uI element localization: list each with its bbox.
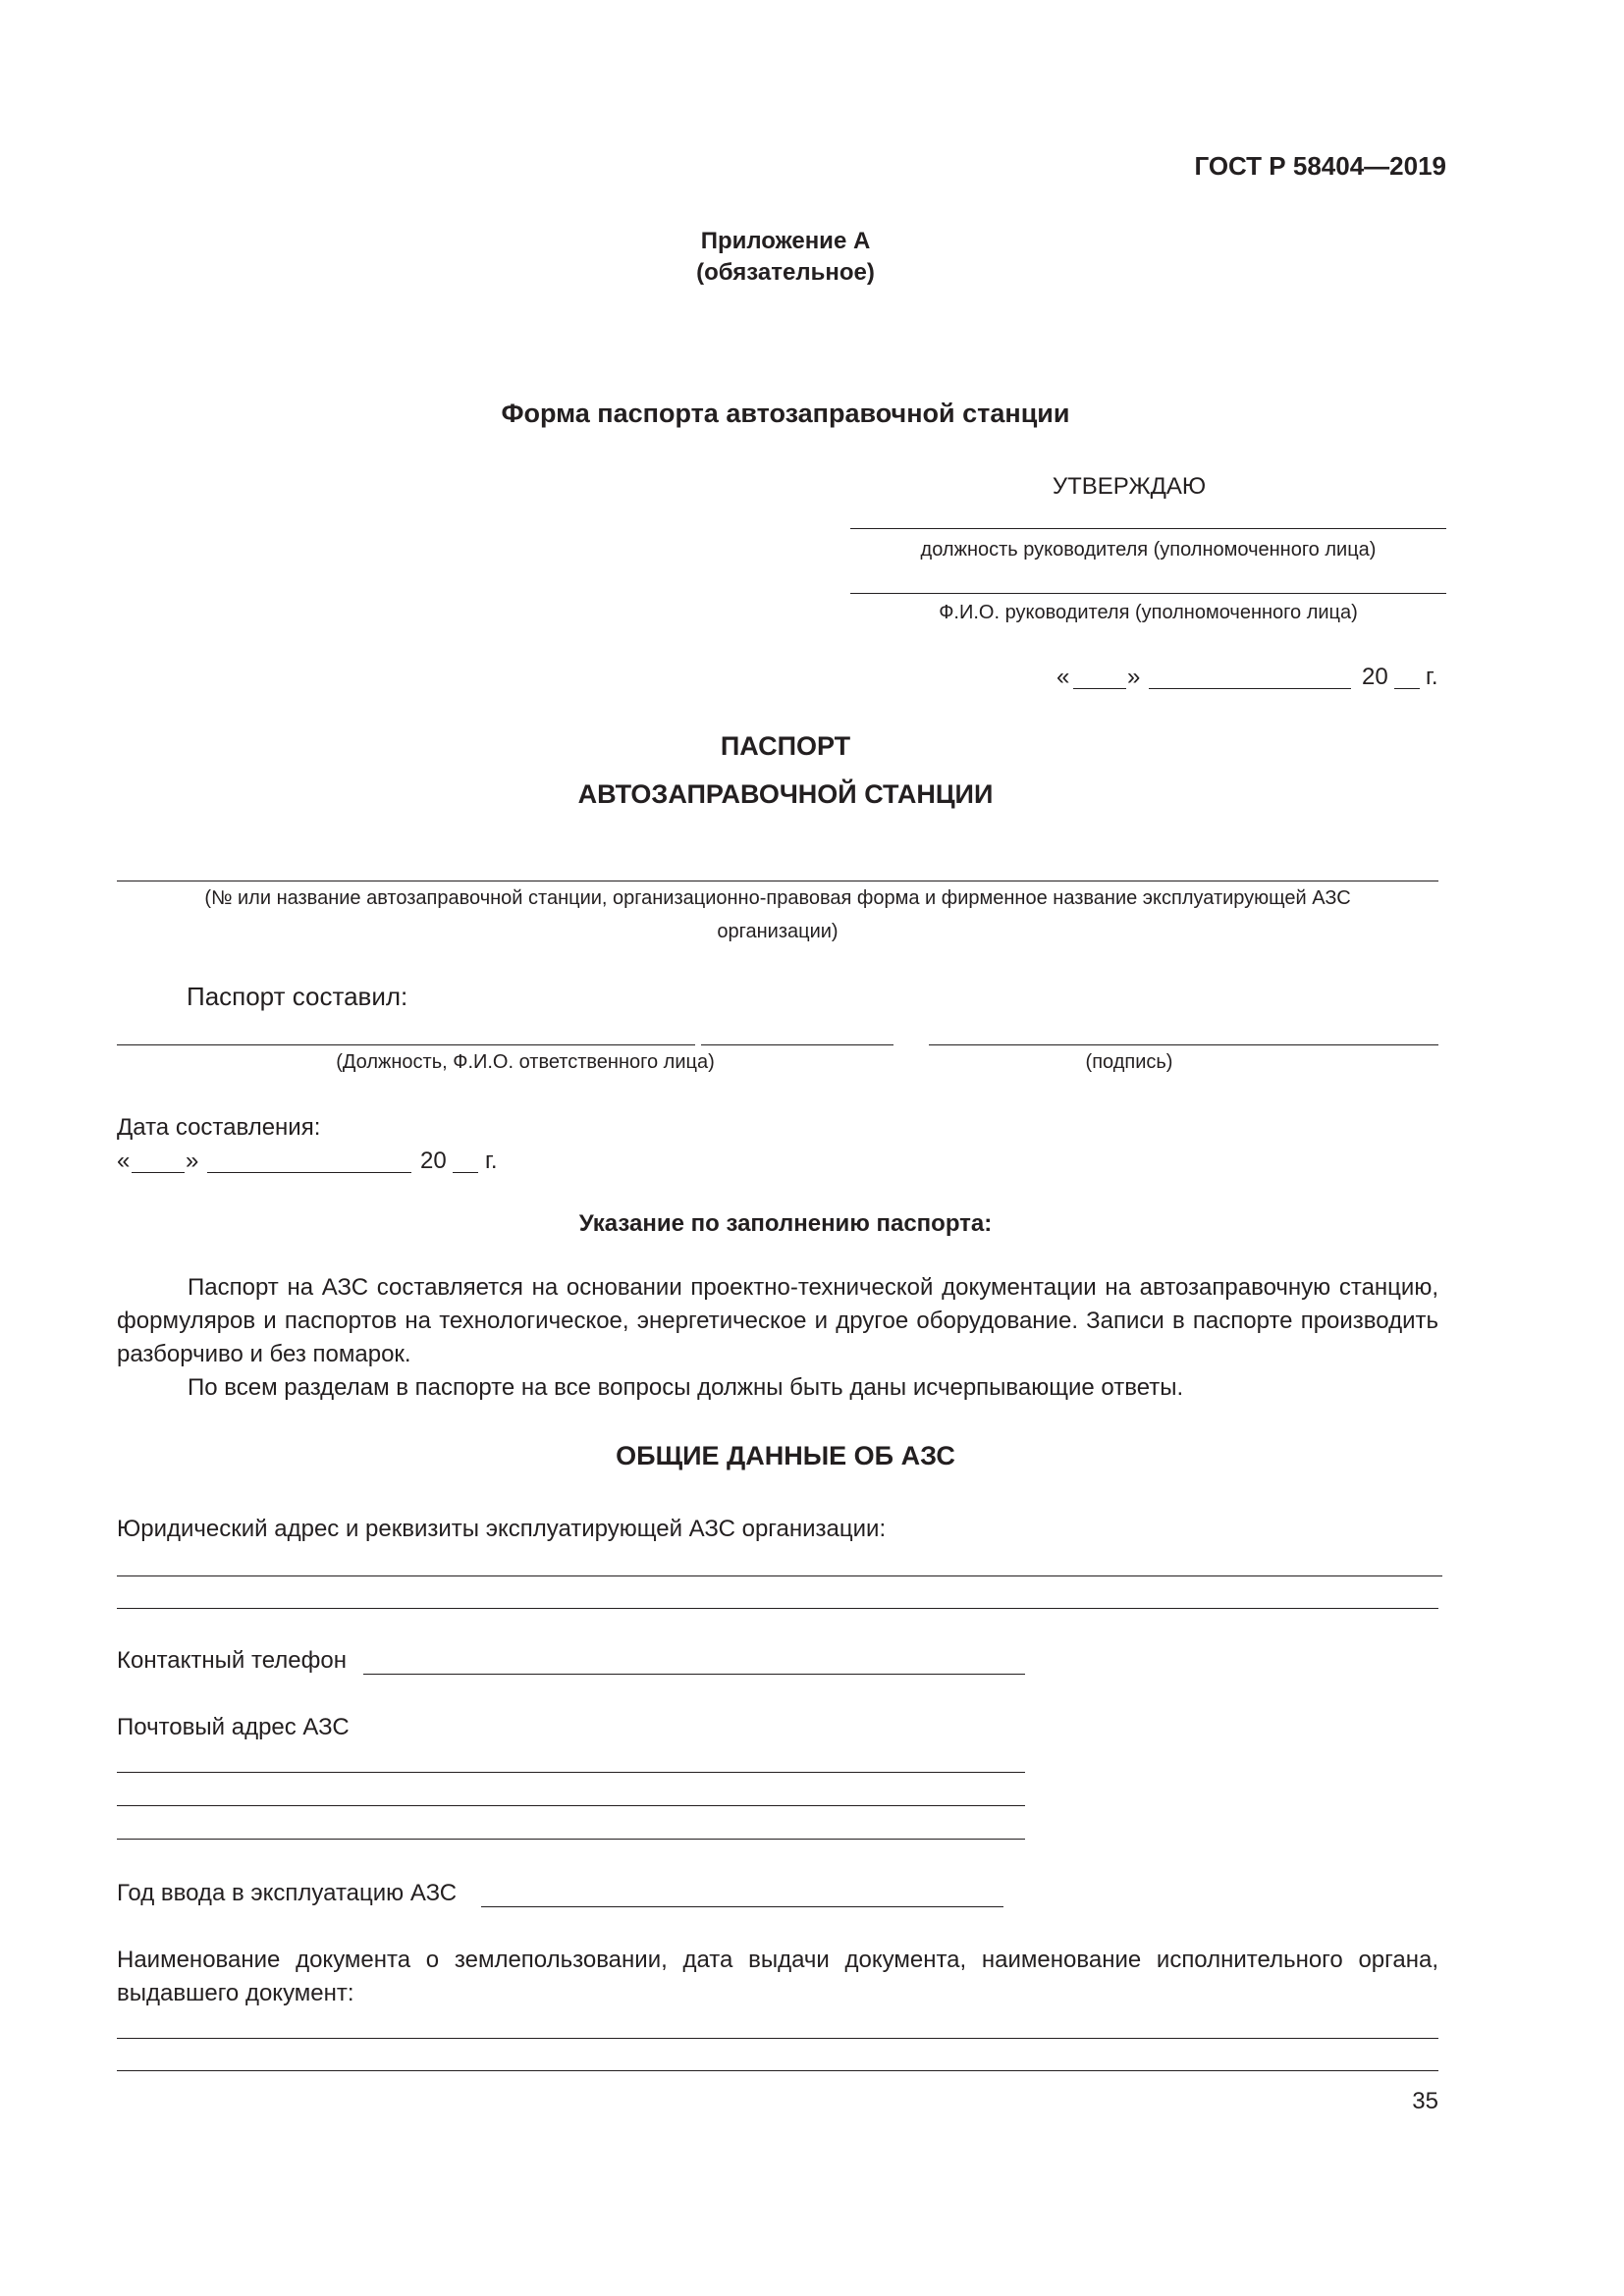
legal-address-line-1[interactable] (117, 1575, 1442, 1576)
general-data-heading: ОБЩИЕ ДАННЫЕ ОБ АЗС (616, 1441, 955, 1470)
land-document-line-1[interactable] (117, 2038, 1438, 2039)
station-caption-line2: организации) (717, 921, 839, 942)
approval-date-year-prefix: 20 (1362, 664, 1388, 690)
approval-date-month-line[interactable] (1149, 688, 1351, 689)
approval-date-close-quote: » (1127, 664, 1141, 690)
form-title: Форма паспорта автозаправочной станции (501, 399, 1070, 428)
compile-date-year-prefix: 20 (420, 1148, 447, 1174)
approver-position-line[interactable] (850, 528, 1446, 529)
approval-date-year-suffix: г. (1426, 664, 1438, 690)
standard-code: ГОСТ Р 58404—2019 (1194, 151, 1446, 181)
compile-date-label: Дата составления: (117, 1114, 321, 1141)
passport-title-line2: АВТОЗАПРАВОЧНОЙ СТАНЦИИ (577, 779, 994, 809)
compiler-name-line[interactable] (701, 1044, 893, 1045)
postal-address-line-2[interactable] (117, 1805, 1025, 1806)
compile-date-close-quote: » (186, 1148, 199, 1174)
instructions-body (117, 1271, 1438, 1405)
postal-address-line-3[interactable] (117, 1839, 1025, 1840)
compile-date-year-line[interactable] (453, 1172, 478, 1173)
approver-name-line[interactable] (850, 593, 1446, 594)
legal-address-label: Юридический адрес и реквизиты эксплуатирующей АЗС организации: (117, 1516, 887, 1542)
compile-date-month-line[interactable] (207, 1172, 411, 1173)
compile-date-year-suffix: г. (485, 1148, 498, 1174)
approver-name-caption: Ф.И.О. руководителя (уполномоченного лица) (939, 602, 1358, 623)
instructions-paragraph-2: По всем разделам в паспорте на все вопросы должны быть даны исчерпывающие ответы. (188, 1374, 1184, 1401)
compiler-signature-caption: (подпись) (1085, 1051, 1173, 1073)
compiler-position-caption: (Должность, Ф.И.О. ответственного лица) (336, 1051, 715, 1073)
compile-date-day-line[interactable] (132, 1172, 185, 1173)
postal-address-label: Почтовый адрес АЗС (117, 1714, 350, 1740)
land-document-line-2[interactable] (117, 2070, 1438, 2071)
appendix-title: Приложение А (700, 228, 871, 254)
instructions-paragraph-1: Паспорт на АЗС составляется на основании проектно-технической документации на автозаправочную станцию, формуляров и паспортов на технологическое, энергетическое и другое оборудование. Записи в паспорте производить разборчиво и без помарок. (117, 1274, 1438, 1367)
land-document-label: Наименование документа о землепользовании, дата выдачи документа, наименование исполнительного органа, выдавшего документ: (117, 1947, 1438, 2006)
commission-year-label: Год ввода в эксплуатацию АЗС (117, 1880, 458, 1906)
approval-date-open-quote: « (1056, 664, 1070, 690)
passport-title-line1: ПАСПОРТ (720, 731, 851, 761)
approval-date-year-line[interactable] (1394, 688, 1420, 689)
page-number: 35 (1412, 2088, 1438, 2114)
approval-date-day-line[interactable] (1073, 688, 1126, 689)
compiler-signature-line[interactable] (929, 1044, 1438, 1045)
compiled-by-label: Паспорт составил: (187, 982, 408, 1011)
phone-line[interactable] (363, 1674, 1025, 1675)
approver-position-caption: должность руководителя (уполномоченного лица) (920, 539, 1377, 561)
legal-address-line-2[interactable] (117, 1608, 1438, 1609)
phone-label: Контактный телефон (117, 1647, 347, 1674)
compile-date-open-quote: « (117, 1148, 131, 1174)
appendix-status: (обязательное) (696, 259, 875, 286)
commission-year-line[interactable] (481, 1906, 1003, 1907)
compiler-position-line[interactable] (117, 1044, 695, 1045)
station-caption-line1: (№ или название автозаправочной станции, организационно-правовая форма и фирменное название эксплуатирующей АЗС (204, 887, 1351, 909)
postal-address-line-1[interactable] (117, 1772, 1025, 1773)
approve-label: УТВЕРЖДАЮ (1052, 473, 1207, 500)
instructions-heading: Указание по заполнению паспорта: (578, 1210, 993, 1237)
